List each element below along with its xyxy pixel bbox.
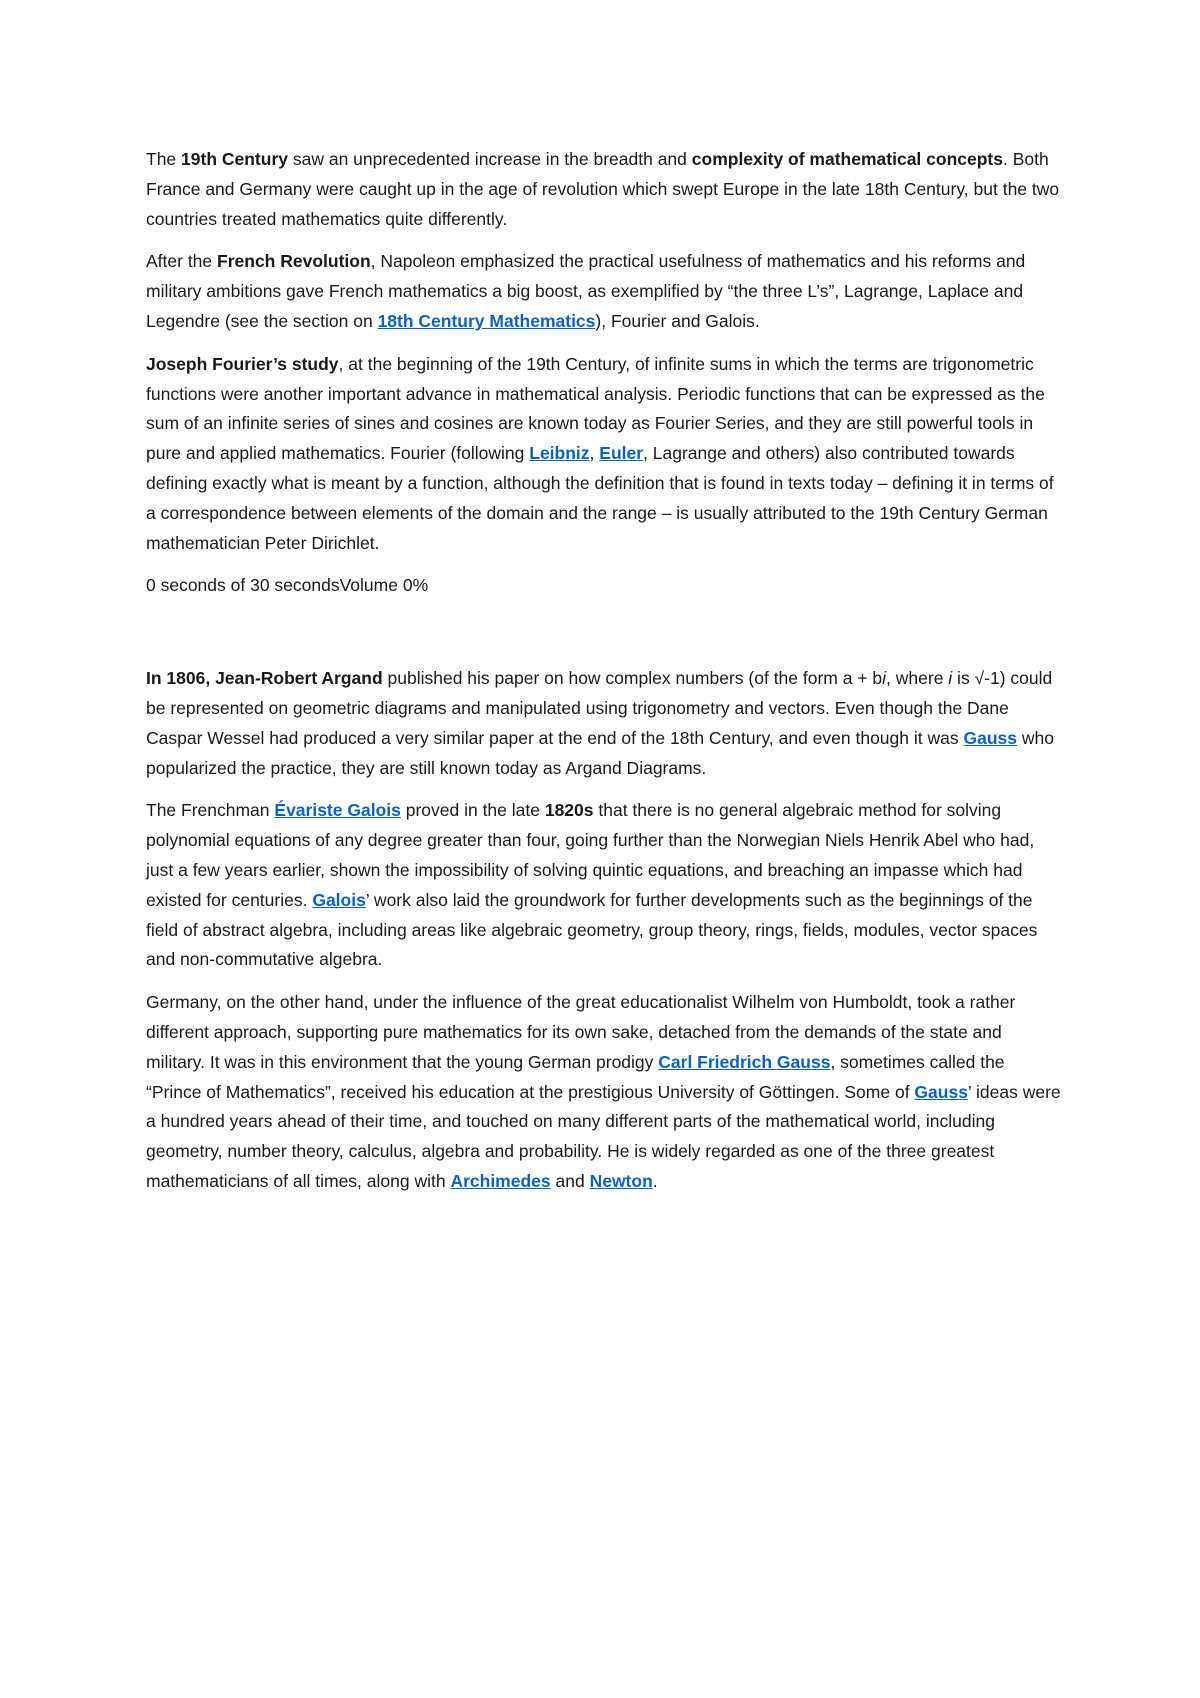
link-euler[interactable]: Euler [599, 443, 644, 464]
bold-text: Joseph Fourier’s study [146, 353, 339, 374]
document-body [146, 145, 1064, 1210]
bold-text: In 1806, Jean-Robert Argand [146, 668, 383, 689]
paragraph-19th-century-intro [146, 145, 1064, 234]
text: , [589, 443, 600, 464]
text: , at the beginning of the 19th Century, of infinite sums in which the terms are trigonometric functions were another important advance in mathematical analysis. Periodic functions that can be expressed as the sum of an infinite series of sines and cosines are known today as Fourier Series, and they are still powerful tools in pure and applied mathematics. Fourier (following [146, 353, 1045, 464]
text: The [146, 149, 182, 169]
italic-text: i [948, 668, 953, 689]
bold-text: French Revolution [217, 251, 371, 272]
text: , where [886, 668, 949, 689]
bold-text: 19th Century [181, 149, 288, 169]
link-newton[interactable]: Newton [589, 1170, 653, 1191]
link-evariste-galois[interactable]: Évariste Galois [274, 800, 401, 821]
text: ), Fourier and Galois. [595, 310, 760, 331]
text: and [550, 1170, 590, 1191]
paragraph-galois [146, 796, 1064, 975]
text: , Lagrange and others) also contributed towards defining exactly what is meant by a function, although the definition that is found in texts today – defining it in terms of a correspondence between elements of the domain and the range – is usually attributed to the 19th Century German mathematician Peter Dirichlet. [146, 443, 1054, 553]
text: The Frenchman [146, 800, 275, 821]
paragraph-germany-gauss [146, 988, 1064, 1197]
link-18th-century-mathematics[interactable]: 18th Century Mathematics [377, 310, 596, 331]
paragraph-fourier [146, 350, 1064, 559]
text: Germany, on the other hand, under the influence of the great educationalist Wilhelm von Humboldt, took a rather different approach, supporting pure mathematics for its own sake, detached from the demands of the state and military. It was in this environment that the young German prodigy [146, 992, 1016, 1072]
text: that there is no general algebraic method for solving polynomial equations of any degree greater than four, going further than the Norwegian Niels Henrik Abel who had, just a few years earlier, shown the impossibility of solving quintic equations, and breaching an impasse which had existed for centuries. [146, 800, 1035, 910]
bold-text: 1820s [544, 800, 594, 821]
link-archimedes[interactable]: Archimedes [450, 1170, 551, 1191]
text: proved in the late [400, 800, 545, 821]
paragraph-argand [146, 664, 1064, 783]
video-player-caption: 0 seconds of 30 secondsVolume 0% [146, 575, 429, 596]
text: . Both France and Germany were caught up in the age of revolution which swept Europe in the late 18th Century, but the two countries treated mathematics quite differently. [146, 149, 1060, 229]
text: , Napoleon emphasized the practical usefulness of mathematics and his reforms and military ambitions gave French mathematics a big boost, as exemplified by “the three L’s”, Lagrange, Laplace and Legendre (see the section on [146, 251, 1026, 331]
link-gauss[interactable]: Gauss [914, 1081, 968, 1102]
link-leibniz[interactable]: Leibniz [529, 443, 590, 464]
text: ’ work also laid the groundwork for further developments such as the beginnings of the field of abstract algebra, including areas like algebraic geometry, group theory, rings, fields, modules, vector spaces and non-commutative algebra. [146, 889, 1038, 970]
link-galois[interactable]: Galois [312, 889, 366, 910]
link-gauss[interactable]: Gauss [963, 727, 1017, 748]
text: , sometimes called the “Prince of Mathematics”, received his education at the prestigious University of Göttingen. Some of [146, 1051, 1005, 1102]
text: After the [146, 251, 218, 272]
link-carl-friedrich-gauss[interactable]: Carl Friedrich Gauss [658, 1051, 831, 1072]
text: is √-1) could be represented on geometric diagrams and manipulated using trigonometry and vectors. Even though the Dane Caspar Wessel had produced a very similar paper at the end of the 18th Century, and even though it was [146, 668, 1053, 748]
text: who popularized the practice, they are still known today as Argand Diagrams. [146, 727, 1054, 778]
text: ’ ideas were a hundred years ahead of their time, and touched on many different parts of the mathematical world, including geometry, number theory, calculus, algebra and probability. He is widely regarded as one of the three greatest mathematicians of all times, along with [146, 1081, 1061, 1191]
bold-text: complexity of mathematical concepts [691, 149, 1003, 169]
italic-text: i [882, 668, 887, 689]
text: published his paper on how complex numbers (of the form a + b [382, 668, 883, 689]
text: . [652, 1170, 658, 1191]
text: saw an unprecedented increase in the breadth and [288, 149, 692, 169]
paragraph-french-revolution [146, 247, 1064, 336]
